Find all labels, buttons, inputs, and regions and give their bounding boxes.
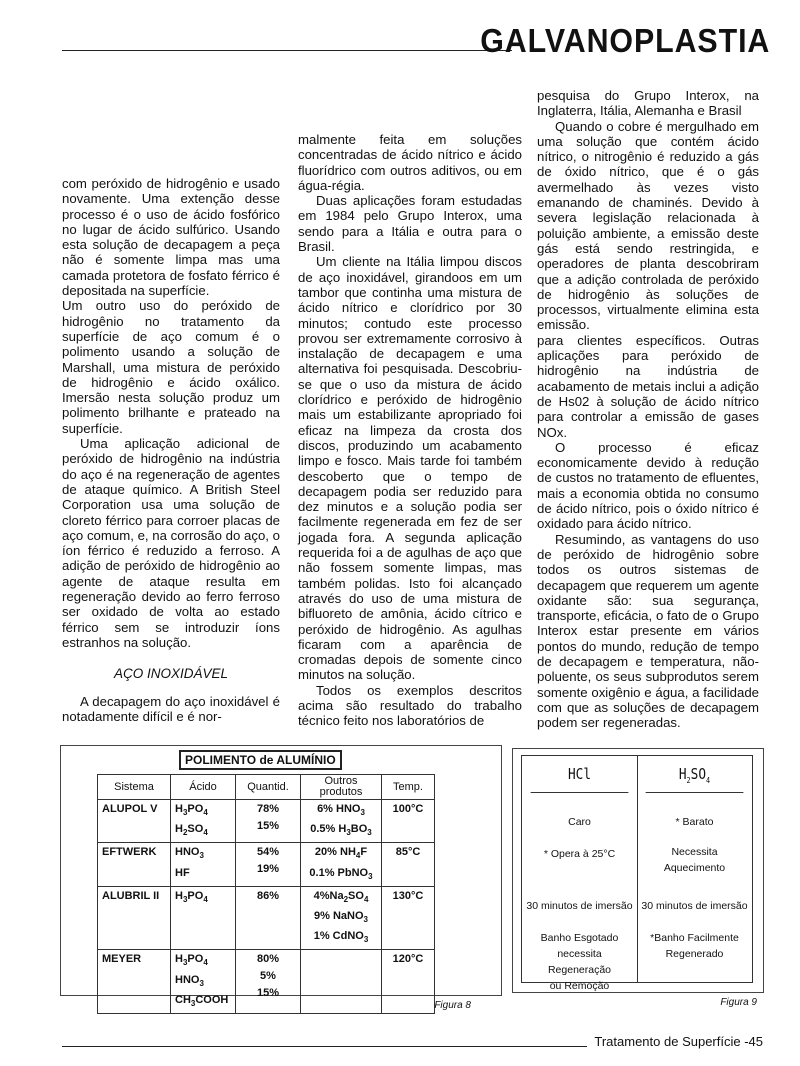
column-3 <box>537 88 759 730</box>
hcl-column <box>522 756 638 992</box>
paragraph: com peróxido de hidrogênio e usado novamente. Uma extenção desse processo é o uso de ácido fosfórico no lugar de ácido sulfúrico. Usando esta solução de decapagem a peça não é somente limpa mas uma camada protetora de fosfato férrico é depositada na superfície. <box>62 176 280 299</box>
paragraph: Todos os exemplos descritos acima são resultado do trabalho técnico feito nos laboratórios de <box>298 682 522 729</box>
temperature-cell: 85°C <box>382 843 435 886</box>
acid-cell: $H_3PO_4$ <box>171 886 236 950</box>
paragraph: malmente feita em soluções concentradas de ácido nítrico e ácido fluorídrico com outros aditivos, ou em água-régia. <box>298 132 522 193</box>
sistema-cell: ALUBRIL II <box>98 886 171 950</box>
figure-8-title: POLIMENTO de ALUMÍNIO <box>179 750 342 770</box>
other-products-cell <box>301 950 382 1014</box>
quantity-cell: 80% 5% 15% <box>236 950 301 1014</box>
paragraph: O processo é eficaz economicamente devido à redução de custos no tratamento de efluentes, mais a economia obtida no consumo de ácido nítrico, pois o óxido nítrico é oxidado para ácido nítrico. <box>537 439 759 532</box>
hcl-cell: Caro <box>568 816 591 828</box>
acid-cell: $H_3PO_4$ $H_2SO_4$ <box>171 800 236 843</box>
h2so4-cell: Necessita Aquecimento <box>663 846 726 874</box>
acid-cell: $HNO_3$ HF <box>171 843 236 886</box>
paragraph: pesquisa do Grupo Interox, na Inglaterra, Itália, Alemanha e Brasil <box>537 88 759 119</box>
table-header-row <box>98 775 435 800</box>
sistema-cell: EFTWERK <box>98 843 171 886</box>
quantity-cell: 86% <box>236 886 301 950</box>
column-2 <box>298 132 522 729</box>
paragraph: A decapagem do aço inoxidável é notadamente difícil e é nor- <box>62 693 280 724</box>
table-header-cell: Ácido <box>171 775 236 800</box>
paragraph: para clientes específicos. Outras aplicações para peróxido de hidrogênio na indústria de acabamento de metais inclui a adição de Hs02 à solução de ácido nítrico para controlar a emissão de gases NOx. <box>537 332 759 440</box>
table-header-cell: Outros produtos <box>301 775 382 800</box>
table-row <box>98 800 435 843</box>
column-1 <box>62 176 280 724</box>
paragraph: Resumindo, as vantagens do uso de peróxido de hidrogênio sobre todos os outros sistemas de decapagem que requerem um agente oxidante são: sua segurança, transporte, eficácia, o fato de o Grupo Interox estar presente em vários pontos do mundo, redução de tempo de decapagem e temperatura, não-poluente, os seus subprodutos serem somente oxigênio e água, a facilidade com que as soluções de decapagem podem ser regeneradas. <box>537 531 759 731</box>
table-header-cell: Temp. <box>382 775 435 800</box>
temperature-cell: 100°C <box>382 800 435 843</box>
temperature-cell: 120°C <box>382 950 435 1014</box>
figure-9-caption: Figura 9 <box>720 997 757 1008</box>
aluminum-polishing-table <box>97 774 435 1014</box>
paragraph: Duas aplicações foram estudadas em 1984 pelo Grupo Interox, uma sendo para a Itália e outra para o Brasil. <box>298 193 522 255</box>
quantity-cell: 54% 19% <box>236 843 301 886</box>
hcl-header: HCl <box>531 756 629 793</box>
other-products-cell: 6% $HNO_3$ 0.5% $H_3BO_3$ <box>301 800 382 843</box>
header-rule <box>62 50 512 51</box>
h2so4-cell: *Banho Facilmente Regenerado <box>650 932 739 960</box>
quantity-cell: 78% 15% <box>236 800 301 843</box>
h2so4-cell: * Barato <box>675 816 714 828</box>
h2so4-cell: 30 minutos de imersão <box>641 900 748 912</box>
table-header-cell: Quantid. <box>236 775 301 800</box>
hcl-cell: * Opera à 25°C <box>543 848 616 860</box>
paragraph: Um cliente na Itália limpou discos de aço inoxidável, girandoos em um tambor que continha uma mistura de ácido nítrico e clorídrico por 30 minutos; contudo este processo provou ser extremamente corrosivo à instalação de decapagem e uma alternativa foi pesquisada. Descobriu-se que o uso da mistura de ácido clorídrico e peróxido de hidrogênio mais um estabilizante apropriado foi eficaz na limpeza da crosta dos discos, produzindo um acabamento limpo e fosco. Mais tarde foi também descoberto que o tempo de decapagem podia ser reduzido para dez minutos e a solução podia ser facilmente regenerada em fez de ser jogada fora. A segunda aplicação requerida foi a de agulhas de aço que não fossem somente limpas, mas também polidas. Isto foi alcançado através do uso de uma mistura de bifluoreto de amônia, ácido cítrico e peróxido de hidrogênio. As agulhas ficaram com a aparência de cromadas depois de somente cinco minutos na solução. <box>298 254 522 683</box>
other-products-cell: 20% $NH_4F$ 0.1% PbNO$_3$ <box>301 843 382 886</box>
paragraph: Quando o cobre é mergulhado em uma solução que contém ácido nítrico, o nitrogênio é reduzido a gás de óxido nítrico, que é o gás avermelhado às vezes visto emanando de chaminés. Devido à severa legislação relacionada à poluição ambiente, a emissão deste gás está sendo restringida, e operadores de planta descobriram que a adição controlada de peróxido de hidrogênio às soluções de processos, virtualmente elimina esta emissão. <box>537 118 759 333</box>
page-footer: Tratamento de Superfície -45 <box>594 1034 763 1049</box>
comparison-grid <box>521 755 753 992</box>
subheading: AÇO INOXIDÁVEL <box>113 666 229 682</box>
table-header-cell: Sistema <box>98 775 171 800</box>
table-row <box>98 886 435 950</box>
table-row <box>98 950 435 1014</box>
sistema-cell: MEYER <box>98 950 171 1014</box>
figure-8 <box>60 745 502 1011</box>
footer-rule <box>62 1046 587 1047</box>
section-title: GALVANOPLASTIA <box>479 22 770 59</box>
other-products-cell: $4\%Na_2SO_4$ 9% NaNO$_3$ 1% CdNO$_3$ <box>301 886 382 950</box>
hcl-cell: 30 minutos de imersão <box>526 900 633 912</box>
temperature-cell: 130°C <box>382 886 435 950</box>
figure-8-caption: Figura 8 <box>434 1000 471 1011</box>
table-row <box>98 843 435 886</box>
paragraph: Um outro uso do peróxido de hidrogênio no tratamento da superfície de aço comum é o polimento usando a solução de Marshall, uma mistura de peróxido de hidrogênio e ácido oxálico. Imersão nesta solução produz um polimento brilhante e prateado na superfície. <box>62 298 280 436</box>
figure-9 <box>512 748 764 1008</box>
sistema-cell: ALUPOL V <box>98 800 171 843</box>
h2so4-header: $H_2SO_4$ <box>646 756 744 793</box>
hcl-cell: Banho Esgotado necessita Regeneração ou Remoção <box>540 932 619 992</box>
h2so4-column <box>637 756 752 982</box>
paragraph: Uma aplicação adicional de peróxido de hidrogênio na indústria do aço é na regeneração de agentes de ataque químico. A British Steel Corporation usa uma solução de cloreto férrico para corroer placas de aço comum, e, na corrosão do aço, o íon férrico é reduzido a ferroso. A adição de peróxido de hidrogênio ao agente de ataque resulta em regeneração devido ao ferro ferroso ser oxidado de volta ao estado férrico sem se introduzir íons estranhos na solução. <box>62 436 280 650</box>
acid-cell: $H_3PO_4$ $HNO_3$ $CH_3COOH$ <box>171 950 236 1014</box>
